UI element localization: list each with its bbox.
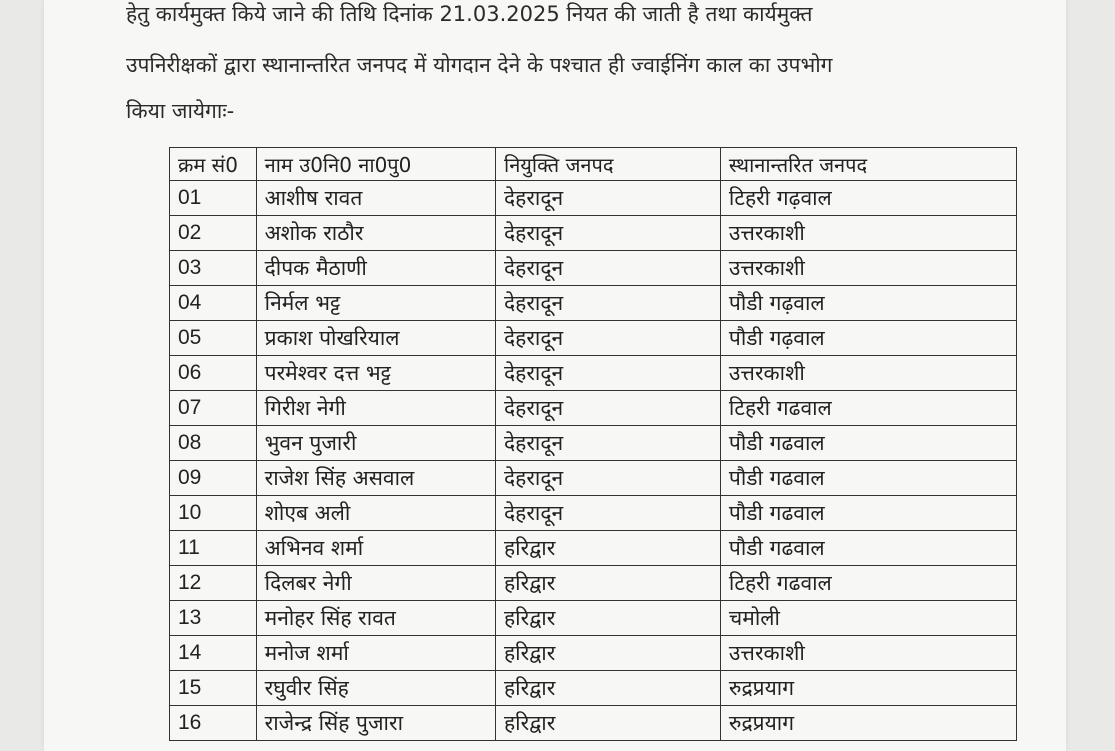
cell-officer-name: राजेन्द्र सिंह पुजारा bbox=[256, 706, 495, 741]
intro-line-2: उपनिरीक्षकों द्वारा स्थानान्तरित जनपद में योगदान देने के पश्चात ही ज्वाईनिंग काल का उपभोग bbox=[126, 53, 833, 77]
transfer-table bbox=[169, 147, 1017, 741]
intro-line-1: हेतु कार्यमुक्त किये जाने की तिथि दिनांक 21.03.2025 नियत की जाती है तथा कार्यमुक्त bbox=[126, 2, 813, 26]
cell-serial-number: 11 bbox=[170, 531, 257, 566]
cell-transferred-district: चमोली bbox=[720, 601, 1016, 636]
cell-officer-name: राजेश सिंह असवाल bbox=[256, 461, 495, 496]
cell-posted-district: हरिद्वार bbox=[496, 706, 721, 741]
table-row bbox=[170, 496, 1017, 531]
cell-officer-name: दिलबर नेगी bbox=[256, 566, 495, 601]
cell-posted-district: देहरादून bbox=[496, 216, 721, 251]
cell-posted-district: हरिद्वार bbox=[496, 601, 721, 636]
cell-posted-district: देहरादून bbox=[496, 391, 721, 426]
cell-serial-number: 01 bbox=[170, 181, 257, 216]
cell-posted-district: देहरादून bbox=[496, 286, 721, 321]
cell-serial-number: 08 bbox=[170, 426, 257, 461]
table-row bbox=[170, 461, 1017, 496]
cell-officer-name: निर्मल भट्ट bbox=[256, 286, 495, 321]
table-row bbox=[170, 426, 1017, 461]
cell-officer-name: मनोज शर्मा bbox=[256, 636, 495, 671]
cell-posted-district: हरिद्वार bbox=[496, 566, 721, 601]
header-serial-number: क्रम सं0 bbox=[170, 148, 257, 181]
cell-transferred-district: टिहरी गढ़वाल bbox=[720, 181, 1016, 216]
cell-posted-district: देहरादून bbox=[496, 321, 721, 356]
cell-transferred-district: उत्तरकाशी bbox=[720, 251, 1016, 286]
cell-posted-district: हरिद्वार bbox=[496, 531, 721, 566]
cell-transferred-district: टिहरी गढवाल bbox=[720, 566, 1016, 601]
cell-serial-number: 06 bbox=[170, 356, 257, 391]
cell-transferred-district: टिहरी गढवाल bbox=[720, 391, 1016, 426]
cell-transferred-district: पौडी गढ़वाल bbox=[720, 321, 1016, 356]
cell-serial-number: 14 bbox=[170, 636, 257, 671]
cell-posted-district: देहरादून bbox=[496, 251, 721, 286]
cell-officer-name: आशीष रावत bbox=[256, 181, 495, 216]
cell-officer-name: शोएब अली bbox=[256, 496, 495, 531]
cell-serial-number: 15 bbox=[170, 671, 257, 706]
cell-posted-district: देहरादून bbox=[496, 181, 721, 216]
cell-posted-district: देहरादून bbox=[496, 356, 721, 391]
cell-transferred-district: उत्तरकाशी bbox=[720, 216, 1016, 251]
table-row bbox=[170, 566, 1017, 601]
cell-officer-name: मनोहर सिंह रावत bbox=[256, 601, 495, 636]
cell-serial-number: 02 bbox=[170, 216, 257, 251]
table-row bbox=[170, 251, 1017, 286]
cell-posted-district: हरिद्वार bbox=[496, 636, 721, 671]
cell-serial-number: 03 bbox=[170, 251, 257, 286]
table-row bbox=[170, 531, 1017, 566]
table-row bbox=[170, 356, 1017, 391]
cell-officer-name: अशोक राठौर bbox=[256, 216, 495, 251]
header-posted-district: नियुक्ति जनपद bbox=[496, 148, 721, 181]
table-row bbox=[170, 601, 1017, 636]
header-transferred-district: स्थानान्तरित जनपद bbox=[720, 148, 1016, 181]
cell-transferred-district: पौडी गढवाल bbox=[720, 531, 1016, 566]
cell-serial-number: 04 bbox=[170, 286, 257, 321]
cell-officer-name: रघुवीर सिंह bbox=[256, 671, 495, 706]
cell-transferred-district: रुद्रप्रयाग bbox=[720, 671, 1016, 706]
cell-serial-number: 05 bbox=[170, 321, 257, 356]
cell-officer-name: गिरीश नेगी bbox=[256, 391, 495, 426]
cell-serial-number: 13 bbox=[170, 601, 257, 636]
table-row bbox=[170, 181, 1017, 216]
cell-officer-name: प्रकाश पोखरियाल bbox=[256, 321, 495, 356]
cell-transferred-district: पौडी गढवाल bbox=[720, 461, 1016, 496]
cell-officer-name: भुवन पुजारी bbox=[256, 426, 495, 461]
cell-serial-number: 09 bbox=[170, 461, 257, 496]
cell-officer-name: दीपक मैठाणी bbox=[256, 251, 495, 286]
cell-transferred-district: पौडी गढवाल bbox=[720, 426, 1016, 461]
cell-transferred-district: उत्तरकाशी bbox=[720, 636, 1016, 671]
cell-serial-number: 12 bbox=[170, 566, 257, 601]
cell-posted-district: देहरादून bbox=[496, 496, 721, 531]
cell-transferred-district: उत्तरकाशी bbox=[720, 356, 1016, 391]
header-officer-name: नाम उ0नि0 ना0पु0 bbox=[256, 148, 495, 181]
table-row bbox=[170, 706, 1017, 741]
cell-posted-district: हरिद्वार bbox=[496, 671, 721, 706]
cell-serial-number: 10 bbox=[170, 496, 257, 531]
table-row bbox=[170, 286, 1017, 321]
intro-line-3: किया जायेगाः- bbox=[126, 99, 235, 123]
cell-transferred-district: रुद्रप्रयाग bbox=[720, 706, 1016, 741]
cell-posted-district: देहरादून bbox=[496, 426, 721, 461]
cell-transferred-district: पौडी गढवाल bbox=[720, 496, 1016, 531]
cell-officer-name: अभिनव शर्मा bbox=[256, 531, 495, 566]
cell-serial-number: 16 bbox=[170, 706, 257, 741]
table-row bbox=[170, 321, 1017, 356]
cell-posted-district: देहरादून bbox=[496, 461, 721, 496]
cell-transferred-district: पौडी गढ़वाल bbox=[720, 286, 1016, 321]
table-row bbox=[170, 216, 1017, 251]
table-row bbox=[170, 391, 1017, 426]
cell-serial-number: 07 bbox=[170, 391, 257, 426]
table-header-row bbox=[170, 148, 1017, 181]
cell-officer-name: परमेश्वर दत्त भट्ट bbox=[256, 356, 495, 391]
table-row bbox=[170, 671, 1017, 706]
table-row bbox=[170, 636, 1017, 671]
